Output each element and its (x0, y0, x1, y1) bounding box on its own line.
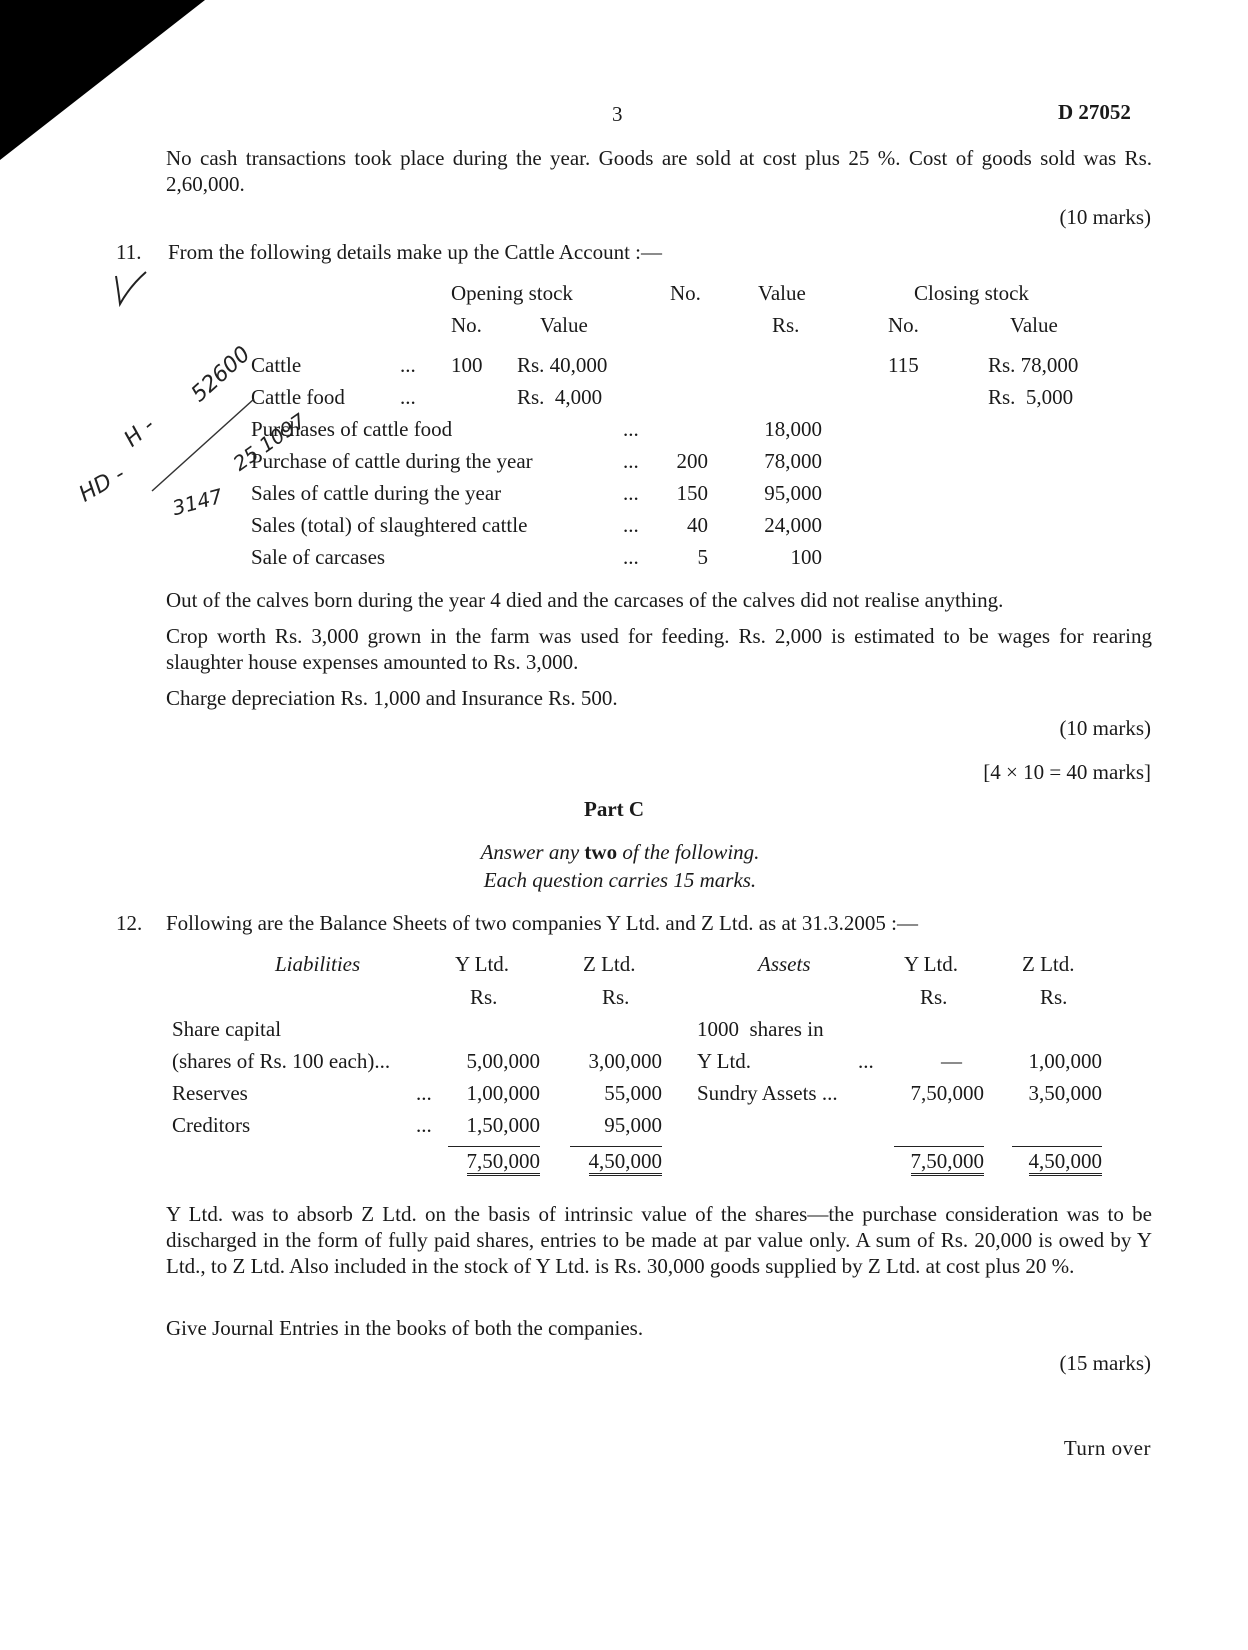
turn-over: Turn over (1063, 1436, 1151, 1460)
q11-row-close-no: 115 (888, 353, 919, 377)
q11-row-dots: ... (623, 481, 639, 505)
q11-row-label: Purchases of cattle food (251, 417, 453, 441)
handwritten-stroke-icon (150, 395, 260, 495)
handwritten-note: 3147 (169, 483, 226, 521)
q11-row-no: 200 (676, 449, 708, 473)
bs-asset-total-z: 4,50,000 (1012, 1146, 1102, 1174)
bs-liab-total-y: 7,50,000 (448, 1146, 540, 1174)
bs-asset-label: 1000 shares in (697, 1017, 824, 1041)
handwritten-note: 52600 (186, 341, 256, 408)
q11-note-1: Out of the calves born during the year 4 died and the carcases of the calves did not realise anything. (166, 588, 1004, 612)
bs-header-asset-y: Y Ltd. (904, 952, 959, 976)
bs-liab-z: 55,000 (604, 1081, 662, 1105)
bs-liab-label: (shares of Rs. 100 each)... (172, 1049, 391, 1073)
q11-row-dots: ... (623, 417, 639, 441)
q11-row-open-value: Rs. 4,000 (517, 385, 603, 409)
q11-row-close-value: Rs. 5,000 (988, 385, 1074, 409)
bs-liab-z: 3,00,000 (588, 1049, 662, 1073)
q12-para-1: Y Ltd. was to absorb Z Ltd. on the basis of intrinsic value of the shares—the purchase consideration was to be discharged in the form of fully paid shares, entries to be made at par value only. A sum of Rs. 20,000 is owed by Y Ltd., to Z Ltd. Also included in the stock of Y Ltd. is Rs. 30,000 goods supplied by Z Ltd. at cost plus 20 %. (166, 1202, 1152, 1278)
q11-row-value: 100 (790, 545, 822, 569)
q11-row-close-value: Rs. 78,000 (988, 353, 1079, 377)
q11-row-label: Sale of carcases (251, 545, 386, 569)
q11-note-3: Charge depreciation Rs. 1,000 and Insurance Rs. 500. (166, 686, 618, 710)
q11-row-dots: ... (623, 449, 639, 473)
handwritten-note: 25 1097 (228, 408, 311, 476)
q11-header-no: No. (670, 281, 701, 305)
q11-row-value: 78,000 (764, 449, 822, 473)
prev-question-text: No cash transactions took place during the year. Goods are sold at cost plus 25 %. Cost of goods sold was Rs. 2,60,000. (166, 146, 1152, 196)
bs-rs: Rs. (1040, 985, 1068, 1009)
q11-row-dots: ... (400, 385, 416, 409)
bs-liab-y: 5,00,000 (466, 1049, 540, 1073)
part-c-instruction-1: Answer any two of the following. (480, 840, 760, 864)
q11-header-opening: Opening stock (451, 281, 573, 305)
q11-intro: From the following details make up the Cattle Account :— (168, 240, 662, 264)
q11-number: 11. (116, 240, 142, 264)
bs-header-liabilities: Liabilities (275, 952, 361, 976)
bs-header-asset-z: Z Ltd. (1022, 952, 1075, 976)
q12-marks: (15 marks) (1059, 1351, 1151, 1375)
q12-intro: Following are the Balance Sheets of two companies Y Ltd. and Z Ltd. as at 31.3.2005 :— (166, 911, 918, 935)
q11-row-label: Cattle food (251, 385, 345, 409)
q11-row-no: 150 (676, 481, 708, 505)
bs-asset-y: — (941, 1049, 962, 1073)
q11-row-open-no: 100 (451, 353, 483, 377)
bs-rs: Rs. (470, 985, 498, 1009)
q11-row-label: Sales of cattle during the year (251, 481, 502, 505)
q11-row-open-value: Rs. 40,000 (517, 353, 608, 377)
bs-liab-label: Share capital (172, 1017, 282, 1041)
bs-header-z: Z Ltd. (583, 952, 636, 976)
bs-asset-label: Y Ltd. (697, 1049, 752, 1073)
bs-rs: Rs. (602, 985, 630, 1009)
scan-corner-shadow (0, 0, 205, 160)
prev-marks: (10 marks) (1059, 205, 1151, 229)
q11-header-closing: Closing stock (914, 281, 1029, 305)
paper-code: D 27052 (1058, 100, 1131, 124)
bs-liab-y: 1,00,000 (466, 1081, 540, 1105)
bs-liab-total-z: 4,50,000 (570, 1146, 662, 1174)
bs-liab-y: 1,50,000 (466, 1113, 540, 1137)
q11-row-no: 40 (687, 513, 708, 537)
q11-marks: (10 marks) (1059, 716, 1151, 740)
bs-liab-label: Creditors (172, 1113, 251, 1137)
q11-row-dots: ... (623, 545, 639, 569)
q11-row-value: 18,000 (764, 417, 822, 441)
q11-row-value: 24,000 (764, 513, 822, 537)
q11-row-label: Purchase of cattle during the year (251, 449, 533, 473)
handwritten-tick-icon (110, 268, 150, 308)
q11-row-value: 95,000 (764, 481, 822, 505)
part-c-title: Part C (584, 797, 645, 821)
q11-header-value: Value (758, 281, 806, 305)
bs-liab-label: Reserves (172, 1081, 248, 1105)
q11-header-open-no: No. (451, 313, 482, 337)
handwritten-note: H - (119, 412, 160, 453)
bs-asset-y: 7,50,000 (910, 1081, 984, 1105)
bs-header-assets: Assets (758, 952, 811, 976)
bs-asset-dots: ... (858, 1049, 874, 1073)
bs-liab-dots: ... (416, 1081, 432, 1105)
q11-row-dots: ... (623, 513, 639, 537)
bs-liab-z: 95,000 (604, 1113, 662, 1137)
q11-header-close-no: No. (888, 313, 919, 337)
part-c-instruction-2: Each question carries 15 marks. (483, 868, 757, 892)
part-b-total-marks: [4 × 10 = 40 marks] (983, 760, 1151, 784)
q11-note-2: Crop worth Rs. 3,000 grown in the farm was used for feeding. Rs. 2,000 is estimated to be wages for rearing slaughter house expenses amounted to Rs. 3,000. (166, 624, 1152, 674)
bs-asset-label: Sundry Assets ... (697, 1081, 838, 1105)
page-number: 3 (612, 102, 623, 126)
handwritten-note: HD - (74, 461, 130, 508)
q11-row-label: Cattle (251, 353, 302, 377)
q11-header-close-value: Value (1010, 313, 1058, 337)
bs-asset-total-y: 7,50,000 (894, 1146, 984, 1174)
q11-row-no: 5 (697, 545, 708, 569)
q11-header-open-value: Value (540, 313, 588, 337)
q12-number: 12. (116, 911, 143, 935)
q11-header-rs: Rs. (772, 313, 800, 337)
q11-row-dots: ... (400, 353, 416, 377)
bs-rs: Rs. (920, 985, 948, 1009)
q12-para-2: Give Journal Entries in the books of both the companies. (166, 1316, 644, 1340)
bs-header-y: Y Ltd. (455, 952, 510, 976)
bs-liab-dots: ... (416, 1113, 432, 1137)
bs-asset-z: 3,50,000 (1028, 1081, 1102, 1105)
q11-row-label: Sales (total) of slaughtered cattle (251, 513, 528, 537)
bs-asset-z: 1,00,000 (1028, 1049, 1102, 1073)
